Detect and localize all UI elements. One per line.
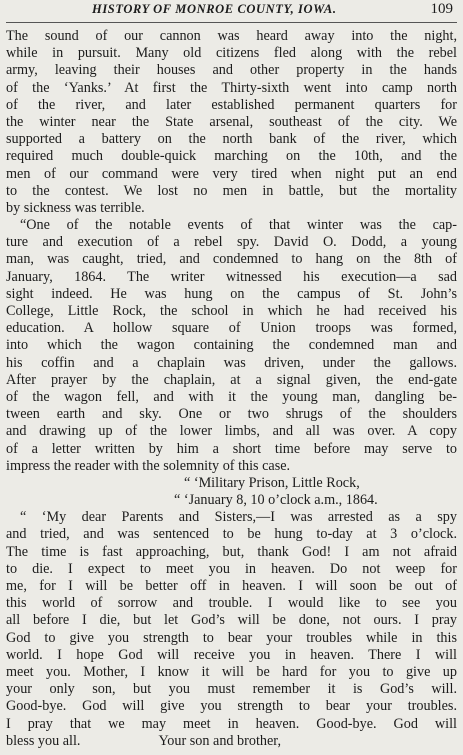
letter-place-line: “ ‘Military Prison, Little Rock, bbox=[184, 474, 360, 491]
letter-signoff bbox=[6, 733, 457, 750]
text-line: all before I die, but let God’s will be done, not ours. I pray bbox=[6, 612, 457, 629]
text-line: of the river, and later established permanent quarters for bbox=[6, 96, 457, 113]
text-line: this world of sorrow and trouble. I would like to see you bbox=[6, 595, 457, 612]
text-line: impress the reader with the solemnity of this case. bbox=[6, 457, 291, 474]
text-line: ture and execution of a rebel spy. David O. Dodd, a young bbox=[6, 234, 457, 251]
text-line: supported a battery on the north bank of the river, which bbox=[6, 131, 457, 148]
text-line: “ ‘My dear Parents and Sisters,—I was arrested as a spy bbox=[20, 509, 457, 526]
text-line: while in pursuit. Many old citizens fled along with the rebel bbox=[6, 45, 457, 62]
text-line: College, Little Rock, the school in which he had received his bbox=[6, 303, 457, 319]
text-line: of a letter written by him a short time before may serve to bbox=[6, 440, 457, 457]
text-line: to die. I expect to meet you in heaven. Do not weep for bbox=[6, 560, 457, 577]
text-line: your only son, but you must remember it is God’s will. bbox=[6, 681, 457, 698]
text-line: world. I hope God will receive you in heaven. There I will bbox=[6, 646, 457, 663]
text-line: and tried, and was sentenced to be hung to-day at 3 o’clock. bbox=[6, 526, 457, 543]
page-number: 109 bbox=[430, 1, 453, 17]
text-line: After prayer by the chaplain, at a signal given, the end-gate bbox=[6, 371, 457, 388]
signoff-left: bless you all. bbox=[6, 732, 81, 749]
text-line: army, leaving their houses and other property in the hands bbox=[6, 62, 457, 79]
text-line: to the contest. We lost no men in battle, but the mortality bbox=[6, 182, 457, 199]
text-line: me, for I will be better off in heaven. I will soon be out of bbox=[6, 578, 457, 594]
page-body bbox=[6, 28, 457, 750]
text-line: God to give you strength to bear your troubles while in this bbox=[6, 629, 457, 646]
text-line: the winter near the State arsenal, southeast of the city. We bbox=[6, 113, 457, 130]
text-line: into which the wagon containing the condemned man and bbox=[6, 337, 457, 354]
text-line: education. A hollow square of Union troops was formed, bbox=[6, 320, 457, 337]
text-line: January, 1864. The writer witnessed his execution—a sad bbox=[6, 268, 457, 285]
text-line: tween earth and sky. One or two shrugs of the shoulders bbox=[6, 406, 457, 423]
text-line: of the wagon fell, and with it the young man, dangling be- bbox=[6, 388, 457, 405]
text-line: required much double-quick marching on the 10th, and the bbox=[6, 148, 457, 165]
text-line: I pray that we may meet in heaven. Good-bye. God will bbox=[6, 715, 457, 732]
text-line: “One of the notable events of that winter was the cap- bbox=[20, 217, 457, 234]
running-header bbox=[6, 0, 457, 23]
text-line: men of our command were very tired when night put an end bbox=[6, 165, 457, 182]
text-line: Good-bye. God will give you strength to bear your troubles. bbox=[6, 698, 457, 715]
text-line: by sickness was terrible. bbox=[6, 199, 145, 216]
text-line: and drawing up of the lower limbs, and all was over. A copy bbox=[6, 423, 457, 440]
text-line: meet you. Mother, I know it will be hard for you to give up bbox=[6, 663, 457, 680]
letter-date-line: “ ‘January 8, 10 o’clock a.m., 1864. bbox=[174, 492, 378, 509]
text-line: of the ‘Yanks.’ At first the Thirty-sixth went into camp north bbox=[6, 79, 457, 96]
signoff-right: Your son and brother, bbox=[158, 732, 282, 749]
text-line: sight indeed. He was hung on the campus of St. John’s bbox=[6, 285, 457, 302]
text-line: his coffin and a chaplain was driven, under the gallows. bbox=[6, 354, 457, 371]
text-line: The sound of our cannon was heard away into the night, bbox=[6, 28, 457, 44]
running-title: HISTORY OF MONROE COUNTY, IOWA. bbox=[92, 2, 337, 16]
text-line: man, was caught, tried, and condemned to hang on the 8th of bbox=[6, 251, 457, 268]
text-line: The time is fast approaching, but, thank God! I am not afraid bbox=[6, 543, 457, 560]
